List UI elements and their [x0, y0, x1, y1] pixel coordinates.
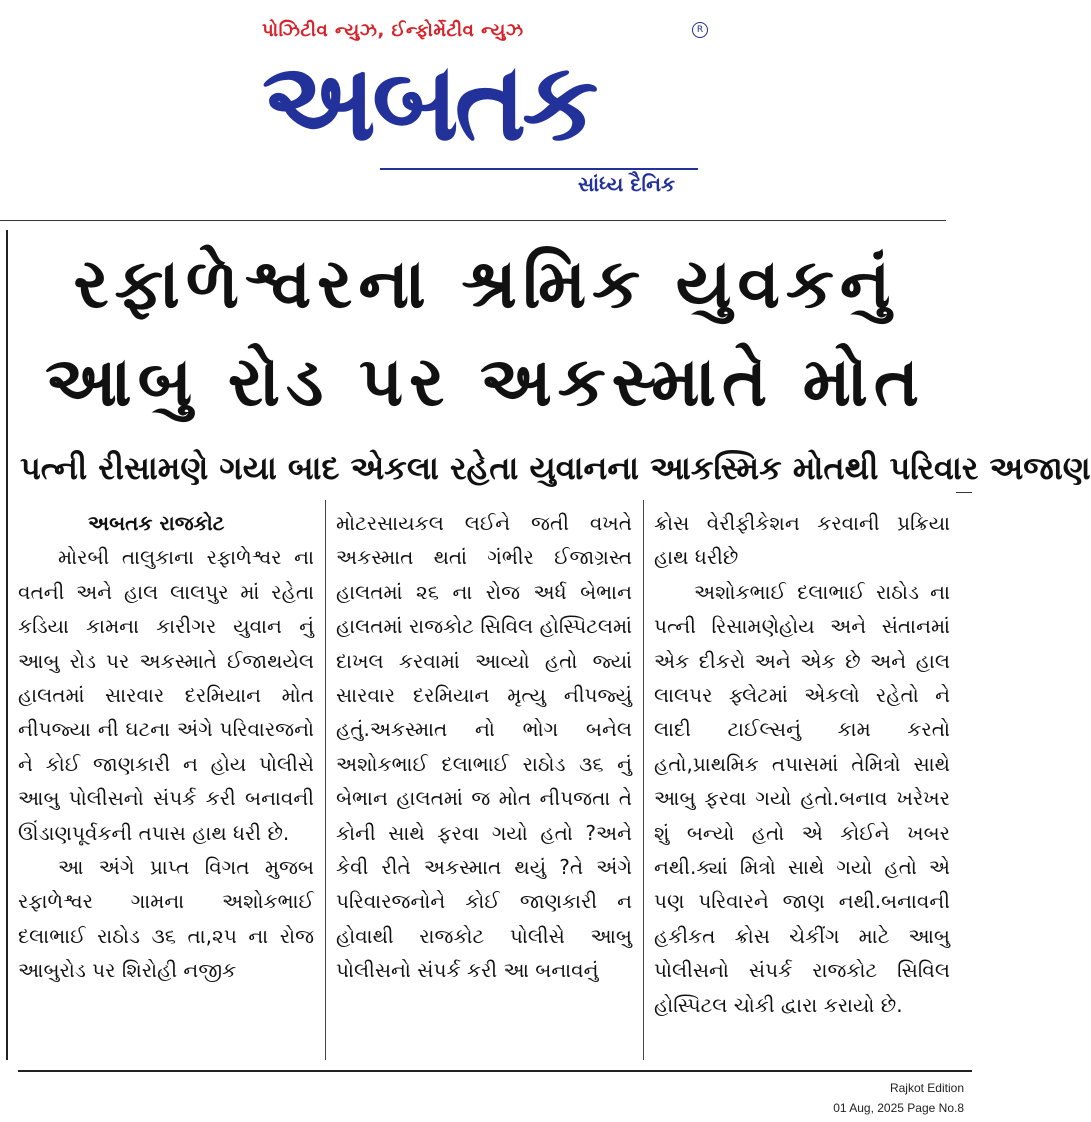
column-divider-2 — [643, 500, 644, 1060]
paragraph: મોટરસાયકલ લઈને જતી વખતે અકસ્માત થતાં ગંભીર ઈજાગ્રસ્ત હાલતમાં ૨૬ ના રોજ અર્ધ બેભાન હાલતમાં રાજકોટ સિવિલ હોસ્પિટલમાં દાખલ કરવામાં આવ્યો હતો જ્યાં સારવાર દરમિયાન મૃત્યુ નીપજ્યું હતું.અકસ્માત નો ભોગ બનેલ અશોકભાઈ દલાભાઈ રાઠોડ ૩૬ નું બેભાન હાલતમાં જ મોત નીપજતા તે કોની સાથે ફરવા ગયો હતો ?અને કેવી રીતે અકસ્માત થયું ?તે અંગે પરિવારજનોને કોઈ જાણકારી ન હોવાથી રાજકોટ પોલીસે આબુ પોલીસનો સંપર્ક કરી આ બનાવનું — [336, 511, 632, 983]
date-page-label: 01 Aug, 2025 Page No.8 — [833, 1101, 964, 1115]
subheadline: પત્ની રીસામણે ગયા બાદ એકલા રહેતા યુવાનના આકસ્મિક મોતથી પરિવાર અજાણ — [20, 449, 1091, 487]
headline-line-2: આબુ રોડ પર અકસ્માતે મોત — [45, 343, 925, 422]
registered-mark-icon: R — [692, 22, 708, 38]
newspaper-logo: અબતક — [262, 40, 595, 165]
masthead — [0, 0, 972, 220]
edition-type: સાંધ્ય દૈનિક — [578, 172, 676, 196]
column-divider-1 — [325, 500, 326, 1060]
paragraph: ક્રોસ વેરીફીકેશન કરવાની પ્રક્રિયા હાથ ધરીછે — [654, 511, 950, 570]
article-column-2 — [336, 506, 632, 988]
article-column-3 — [654, 506, 950, 1022]
article-right-tick — [956, 492, 972, 493]
logo-underline — [380, 168, 698, 170]
headline-line-1: રફાળેશ્વરના શ્રમિક યુવકનું — [73, 245, 897, 324]
paragraph: અશોકભાઈ દલાભાઈ રાઠોડ ના પત્ની રિસામણેહોય અને સંતાનમાં એક દીકરો અને એક છે અને હાલ લાલપર ફ્લેટમાં એકલો રહેતો ને લાદી ટાઈલ્સનું કામ કરતો હતો,પ્રાથમિક તપાસમાં તેમિત્રો સાથે આબુ ફરવા ગયો હતો.બનાવ ખરેખર શું બન્યો હતો એ કોઈને ખબર નથી.ક્યાં મિત્રો સાથે ગયો હતો એ પણ પરિવારને જાણ નથી.બનાવની હકીકત ક્રોસ ચેકીંગ માટે આબુ પોલીસનો સંપર્ક રાજકોટ સિવિલ હોસ્પિટલ ચોકી દ્વારા કરાયો છે. — [654, 579, 950, 1017]
article-left-border — [6, 230, 8, 1060]
article-column-1 — [18, 506, 314, 988]
byline: અબતક રાજકોટ — [88, 511, 225, 535]
footer-divider — [18, 1070, 972, 1072]
header-divider — [0, 220, 946, 221]
paragraph: મોરબી તાલુકાના રફાળેશ્વર ના વતની અને હાલ લાલપુર માં રહેતા કડિયા કામના કારીગર યુવાન નું આબુ રોડ પર અકસ્માતે ઈજાથયેલ હાલતમાં સારવાર દરમિયાન મોત નીપજ્યા ની ઘટના અંગે પરિવારજનો ને કોઈ જાણકારી ન હોય પોલીસે આબુ પોલીસનો સંપર્ક કરી બનાવની ઊંડાણપૂર્વકની તપાસ હાથ ધરી છે. — [18, 545, 314, 845]
paragraph: આ અંગે પ્રાપ્ત વિગત મુજબ રફાળેશ્વર ગામના અશોકભાઈ દલાભાઈ રાઠોડ ૩૬ તા,૨૫ ના રોજ આબુરોડ પર શિરોહી નજીક — [18, 855, 314, 983]
masthead-tagline: પોઝિટીવ ન્યુઝ, ઈન્ફોર્મેટીવ ન્યુઝ — [262, 20, 524, 41]
edition-label: Rajkot Edition — [889, 1081, 964, 1095]
page-footer — [833, 1078, 964, 1118]
